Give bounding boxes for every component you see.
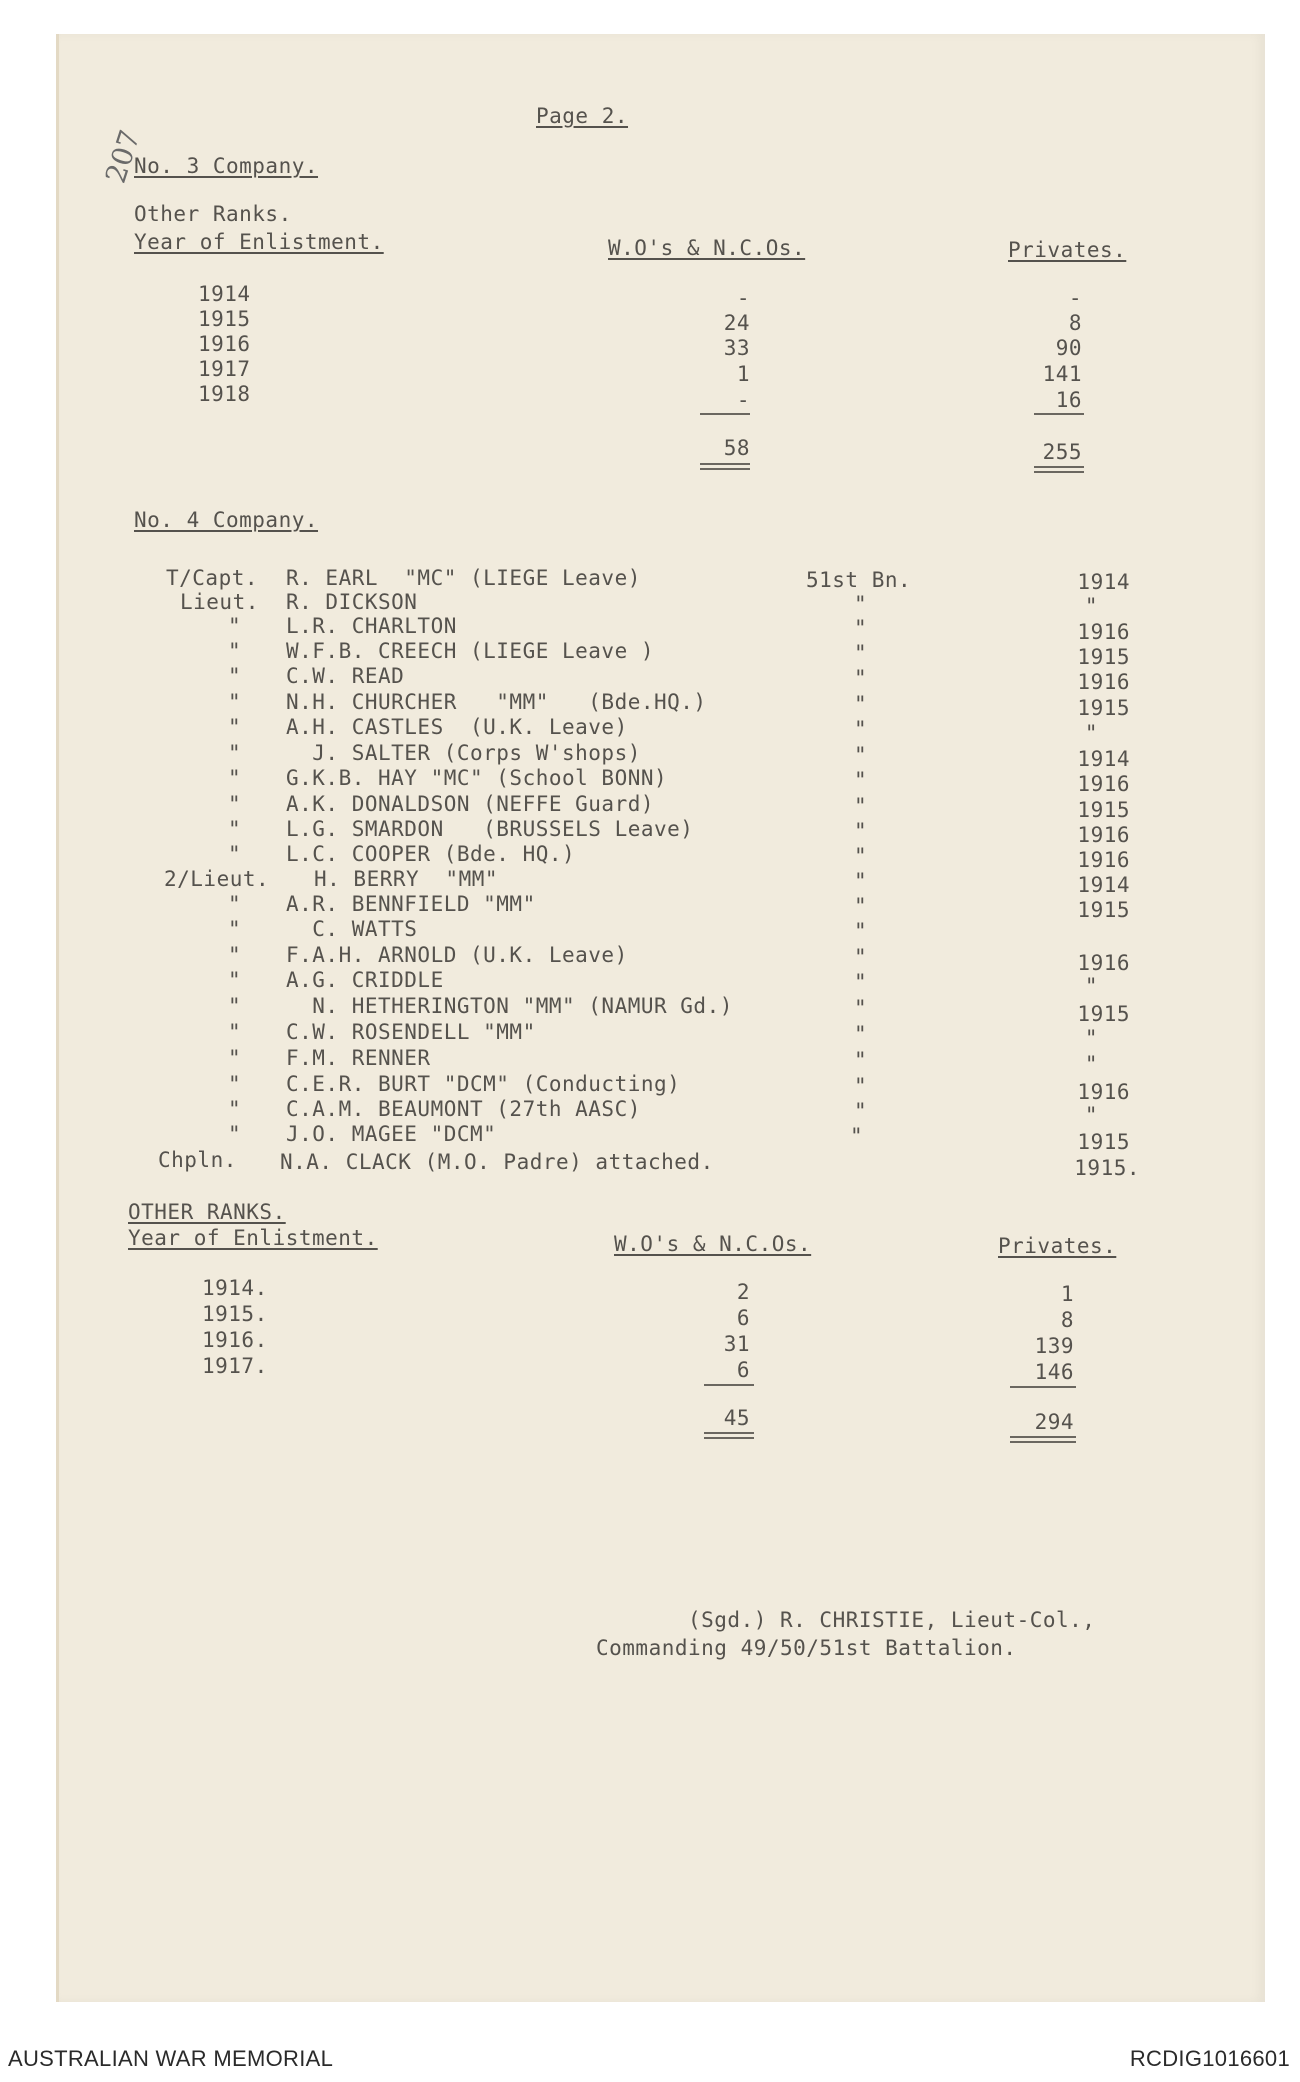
- officer-rank: ": [228, 1072, 242, 1096]
- officer-unit: ": [854, 819, 868, 843]
- no4-year: 1914.: [202, 1276, 268, 1300]
- officer-name: F.M. RENNER: [286, 1046, 431, 1070]
- no4-privates-subtotal-rule: [1010, 1386, 1076, 1388]
- no3-wo-value: 33: [723, 336, 750, 360]
- officer-unit: 51st Bn.: [806, 568, 912, 592]
- officer-year: 1916: [1077, 823, 1130, 847]
- officer-name: L.R. CHARLTON: [286, 614, 457, 638]
- officer-unit: ": [854, 641, 868, 665]
- officer-rank: ": [228, 994, 242, 1018]
- officer-name: C.W. READ: [286, 664, 405, 688]
- officer-name: C.A.M. BEAUMONT (27th AASC): [286, 1097, 641, 1121]
- officer-year: 1916: [1077, 848, 1130, 872]
- no3-wo-header: W.O's & N.C.Os.: [608, 236, 806, 260]
- officer-name: J.O. MAGEE "DCM": [286, 1122, 497, 1146]
- officer-unit: ": [854, 616, 868, 640]
- officer-name: L.C. COOPER (Bde. HQ.): [286, 842, 576, 866]
- no4-total-wo: 45: [723, 1406, 750, 1430]
- officer-unit: ": [854, 919, 868, 943]
- officer-name: L.G. SMARDON (BRUSSELS Leave): [286, 817, 694, 841]
- officer-year: 1915: [1077, 798, 1130, 822]
- no4-wo-value: 2: [736, 1280, 750, 1304]
- officer-rank: ": [228, 968, 242, 992]
- no3-total-wo: 58: [723, 436, 750, 460]
- officer-rank: ": [228, 741, 242, 765]
- officer-name: A.R. BENNFIELD "MM": [286, 892, 536, 916]
- no3-year: 1918: [198, 382, 251, 406]
- no3-privates-total-rule: [1034, 466, 1084, 468]
- no3-privates-value: -: [1068, 286, 1082, 310]
- officer-rank: ": [228, 1046, 242, 1070]
- no4-privates-total-rule: [1010, 1441, 1076, 1443]
- footer-institution: AUSTRALIAN WAR MEMORIAL: [8, 2046, 334, 2071]
- officer-name: N.A. CLACK (M.O. Padre) attached.: [280, 1150, 714, 1174]
- no3-wo-value: 1: [736, 362, 750, 386]
- officer-name: R. DICKSON: [286, 590, 418, 614]
- no4-year: 1916.: [202, 1328, 268, 1352]
- officer-rank: ": [228, 639, 242, 663]
- no4-year: 1915.: [202, 1302, 268, 1326]
- officer-unit: ": [854, 717, 868, 741]
- officer-name: C.W. ROSENDELL "MM": [286, 1020, 536, 1044]
- officer-unit: ": [854, 692, 868, 716]
- officer-name: J. SALTER (Corps W'shops): [286, 741, 641, 765]
- no4-wo-value: 31: [723, 1332, 750, 1356]
- page-heading: Page 2.: [536, 104, 629, 128]
- no3-privates-value: 141: [1042, 362, 1082, 386]
- no3-wo-value: -: [736, 286, 750, 310]
- no3-total-privates: 255: [1042, 440, 1082, 464]
- officer-year: ": [1084, 721, 1098, 745]
- officer-year: 1915: [1077, 645, 1130, 669]
- footer-catalog-id: RCDIG1016601: [1129, 2046, 1290, 2071]
- no3-company-title: No. 3 Company.: [134, 154, 319, 178]
- officer-unit: ": [854, 970, 868, 994]
- officer-unit: ": [854, 666, 868, 690]
- officer-name: C.E.R. BURT "DCM" (Conducting): [286, 1072, 681, 1096]
- no4-wo-subtotal-rule: [704, 1384, 754, 1386]
- no4-company-title: No. 4 Company.: [134, 508, 319, 532]
- no3-wo-value: -: [736, 388, 750, 412]
- officer-year: 1915: [1077, 898, 1130, 922]
- no3-other-ranks-label: Other Ranks.: [134, 202, 292, 226]
- officer-unit: ": [854, 894, 868, 918]
- no3-year: 1916: [198, 332, 251, 356]
- no4-wo-header: W.O's & N.C.Os.: [614, 1232, 812, 1256]
- no4-privates-value: 146: [1034, 1360, 1074, 1384]
- officer-rank: ": [228, 1097, 242, 1121]
- no3-wo-subtotal-rule: [700, 413, 750, 415]
- officer-name: A.H. CASTLES (U.K. Leave): [286, 715, 628, 739]
- no4-other-ranks-label: OTHER RANKS.: [128, 1200, 286, 1224]
- no4-total-privates: 294: [1034, 1410, 1074, 1434]
- officer-rank: ": [228, 917, 242, 941]
- officer-rank: ": [228, 766, 242, 790]
- officer-name: N.H. CHURCHER "MM" (Bde.HQ.): [286, 690, 707, 714]
- officer-unit: ": [854, 945, 868, 969]
- officer-unit: ": [854, 1099, 868, 1123]
- officer-name: G.K.B. HAY "MC" (School BONN): [286, 766, 668, 790]
- officer-year: 1915: [1077, 1130, 1130, 1154]
- officer-year: 1916: [1077, 772, 1130, 796]
- officer-year: ": [1084, 974, 1098, 998]
- officer-unit: ": [854, 844, 868, 868]
- no3-privates-value: 16: [1055, 388, 1082, 412]
- officer-year: 1914: [1077, 570, 1130, 594]
- no3-wo-value: 24: [723, 311, 750, 335]
- no4-wo-total-rule: [704, 1432, 754, 1434]
- officer-year: 1916: [1077, 1080, 1130, 1104]
- officer-rank: Chpln.: [158, 1148, 237, 1172]
- officer-rank: ": [228, 715, 242, 739]
- signature-line-2: Commanding 49/50/51st Battalion.: [596, 1636, 1017, 1660]
- officer-name: A.G. CRIDDLE: [286, 968, 444, 992]
- signature-line-1: (Sgd.) R. CHRISTIE, Lieut-Col.,: [688, 1608, 1096, 1632]
- no4-wo-value: 6: [736, 1358, 750, 1382]
- officer-name: F.A.H. ARNOLD (U.K. Leave): [286, 943, 628, 967]
- no4-privates-value: 139: [1034, 1334, 1074, 1358]
- no4-privates-value: 8: [1060, 1308, 1074, 1332]
- officer-rank: ": [228, 792, 242, 816]
- officer-name: C. WATTS: [286, 917, 418, 941]
- officer-name: H. BERRY "MM": [314, 867, 499, 891]
- officer-name: A.K. DONALDSON (NEFFE Guard): [286, 792, 655, 816]
- officer-year: ": [1084, 1052, 1098, 1076]
- officer-rank: ": [228, 690, 242, 714]
- officer-year: 1915: [1077, 1002, 1130, 1026]
- officer-unit: ": [854, 592, 868, 616]
- no3-year-header: Year of Enlistment.: [134, 230, 384, 254]
- officer-rank: ": [228, 1020, 242, 1044]
- officer-year: 1916: [1077, 951, 1130, 975]
- no4-wo-total-rule: [704, 1437, 754, 1439]
- officer-rank: ": [228, 892, 242, 916]
- no4-privates-value: 1: [1060, 1282, 1074, 1306]
- officer-year: ": [1084, 1026, 1098, 1050]
- officer-unit: ": [854, 743, 868, 767]
- no3-year: 1917: [198, 357, 251, 381]
- no3-privates-value: 90: [1055, 336, 1082, 360]
- officer-year: ": [1084, 594, 1098, 618]
- officer-year: ": [1084, 1103, 1098, 1127]
- no3-year: 1915: [198, 307, 251, 331]
- officer-unit: ": [854, 1022, 868, 1046]
- officer-rank: ": [228, 817, 242, 841]
- officer-year: 1914: [1077, 747, 1130, 771]
- no3-year: 1914: [198, 282, 251, 306]
- officer-unit: ": [850, 1124, 864, 1148]
- no4-privates-total-rule: [1010, 1436, 1076, 1438]
- officer-rank: ": [228, 1122, 242, 1146]
- officer-unit: ": [854, 768, 868, 792]
- officer-unit: ": [854, 1048, 868, 1072]
- pencil-page-number: 207: [98, 125, 147, 188]
- officer-rank: Lieut.: [180, 590, 259, 614]
- no4-wo-value: 6: [736, 1306, 750, 1330]
- no3-privates-total-rule: [1034, 471, 1084, 473]
- no3-privates-header: Privates.: [1008, 238, 1127, 262]
- officer-unit: ": [854, 869, 868, 893]
- officer-year: 1914: [1077, 873, 1130, 897]
- officer-unit: ": [854, 996, 868, 1020]
- officer-name: W.F.B. CREECH (LIEGE Leave ): [286, 639, 655, 663]
- officer-year: 1916: [1077, 670, 1130, 694]
- no3-wo-total-rule: [700, 468, 750, 470]
- officer-year: 1915: [1077, 696, 1130, 720]
- officer-rank: ": [228, 842, 242, 866]
- no4-privates-header: Privates.: [998, 1234, 1117, 1258]
- officer-unit: ": [854, 1074, 868, 1098]
- officer-year: 1915.: [1074, 1156, 1140, 1180]
- no4-year-header: Year of Enlistment.: [128, 1226, 378, 1250]
- officer-rank: ": [228, 664, 242, 688]
- officer-name: R. EARL "MC" (LIEGE Leave): [286, 566, 641, 590]
- no3-privates-subtotal-rule: [1034, 413, 1084, 415]
- officer-rank: ": [228, 614, 242, 638]
- officer-name: N. HETHERINGTON "MM" (NAMUR Gd.): [286, 994, 733, 1018]
- no4-year: 1917.: [202, 1354, 268, 1378]
- officer-rank: 2/Lieut.: [164, 867, 270, 891]
- no3-privates-value: 8: [1068, 311, 1082, 335]
- officer-rank: T/Capt.: [166, 566, 259, 590]
- officer-unit: ": [854, 794, 868, 818]
- officer-year: 1916: [1077, 620, 1130, 644]
- officer-rank: ": [228, 943, 242, 967]
- no3-wo-total-rule: [700, 463, 750, 465]
